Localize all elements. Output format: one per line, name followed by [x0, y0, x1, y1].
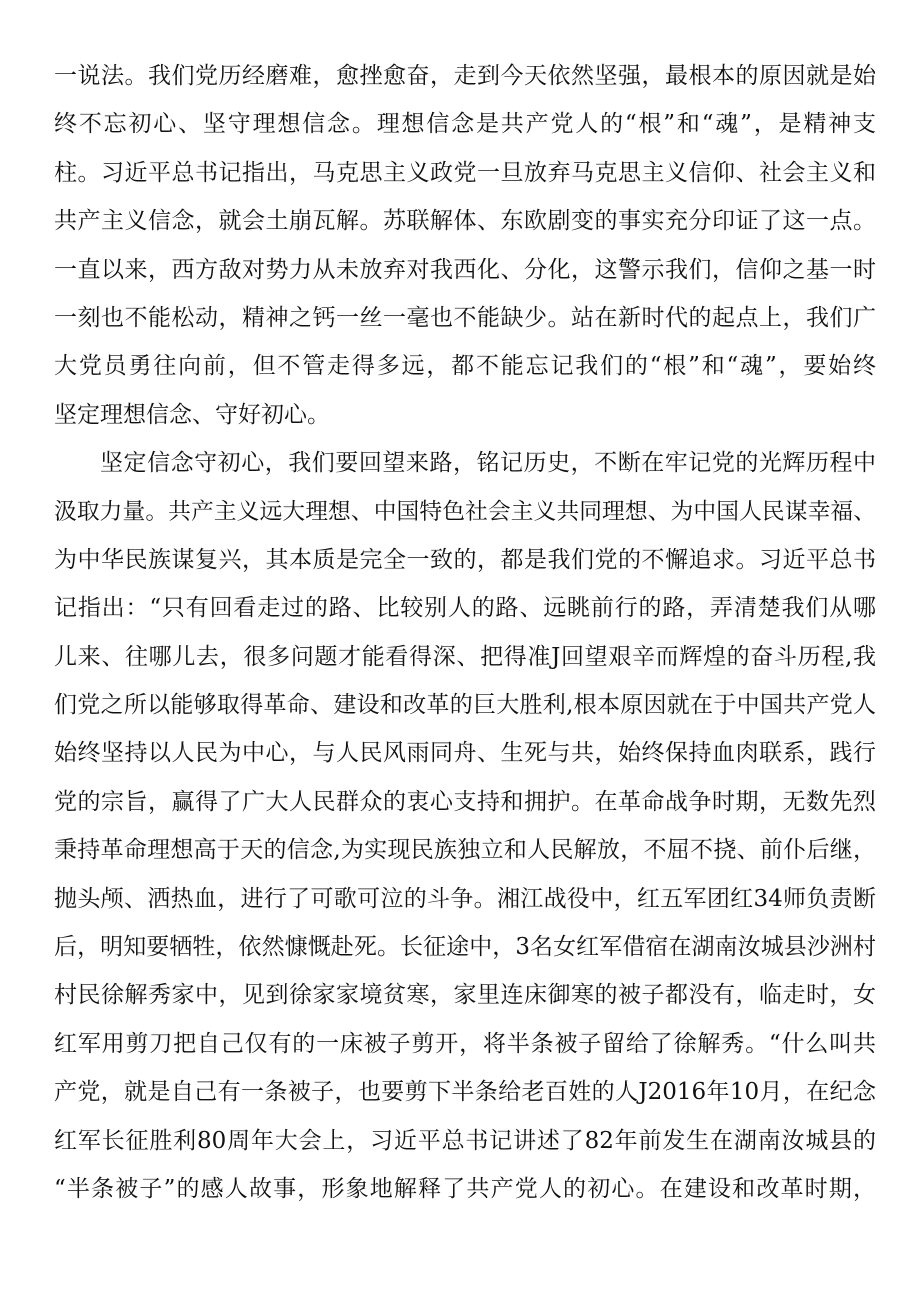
text-line: 一刻也不能松动，精神之钙一丝一毫也不能缺少。站在新时代的起点上，我们广 — [54, 304, 876, 331]
text-line: 柱。习近平总书记指出，马克思主义政党一旦放弃马克思主义信仰、社会主义和 — [54, 159, 876, 186]
text-line: 坚定理想信念、守好初心。 — [54, 401, 330, 428]
text-line: 抛头颅、洒热血，进行了可歌可泣的斗争。湘江战役中，红五军团红34师负责断 — [54, 885, 876, 912]
text-line: 秉持革命理想高于天的信念,为实现民族独立和人民解放，不屈不挠、前仆后继， — [54, 837, 876, 864]
text-line: 们党之所以能够取得革命、建设和改革的巨大胜利,根本原因就在于中国共产党人 — [54, 692, 876, 719]
text-line: 党的宗旨，赢得了广大人民群众的衷心支持和拥护。在革命战争时期，无数先烈 — [54, 788, 876, 815]
text-line: 记指出：“只有回看走过的路、比较别人的路、远眺前行的路，弄清楚我们从哪 — [54, 595, 876, 622]
text-line: 一直以来，西方敌对势力从未放弃对我西化、分化，这警示我们，信仰之基一时 — [54, 256, 876, 283]
text-line: 红军用剪刀把自己仅有的一床被子剪开，将半条被子留给了徐解秀。“什么叫共 — [54, 1030, 876, 1057]
text-line: 汲取力量。共产主义远大理想、中国特色社会主义共同理想、为中国人民谋幸福、 — [54, 498, 876, 525]
text-line: “半条被子”的感人故事，形象地解释了共产党人的初心。在建设和改革时期， — [54, 1175, 876, 1202]
text-line: 终不忘初心、坚守理想信念。理想信念是共产党人的“根”和“魂”，是精神支 — [54, 111, 876, 138]
text-line: 坚定信念守初心，我们要回望来路，铭记历史，不断在牢记党的光辉历程中 — [100, 450, 876, 477]
text-line: 产党，就是自己有一条被子，也要剪下半条给老百姓的人J2016年10月，在纪念 — [54, 1079, 876, 1106]
text-line: 红军长征胜利80周年大会上，习近平总书记讲述了82年前发生在湖南汝城县的 — [54, 1127, 876, 1154]
text-line: 村民徐解秀家中，见到徐家家境贫寒，家里连床御寒的被子都没有，临走时，女 — [54, 982, 876, 1009]
text-line: 大党员勇往向前，但不管走得多远，都不能忘记我们的“根”和“魂”，要始终 — [54, 353, 876, 380]
paragraph-1 — [54, 57, 876, 444]
text-line: 后，明知要牺牲，依然慷慨赴死。长征途中，3名女红军借宿在湖南汝城县沙洲村 — [54, 934, 876, 961]
text-line: 为中华民族谋复兴，其本质是完全一致的，都是我们党的不懈追求。习近平总书 — [54, 546, 876, 573]
paragraph-2 — [54, 444, 876, 1218]
text-line: 一说法。我们党历经磨难，愈挫愈奋，走到今天依然坚强，最根本的原因就是始 — [54, 63, 876, 89]
text-line: 始终坚持以人民为中心，与人民风雨同舟、生死与共，始终保持血肉联系，践行 — [54, 740, 876, 767]
text-line: 儿来、往哪儿去，很多问题才能看得深、把得准J回望艰辛而辉煌的奋斗历程,我 — [54, 643, 876, 670]
text-line: 共产主义信念，就会土崩瓦解。苏联解体、东欧剧变的事实充分印证了这一点。 — [54, 208, 876, 235]
body-text — [54, 57, 876, 1218]
